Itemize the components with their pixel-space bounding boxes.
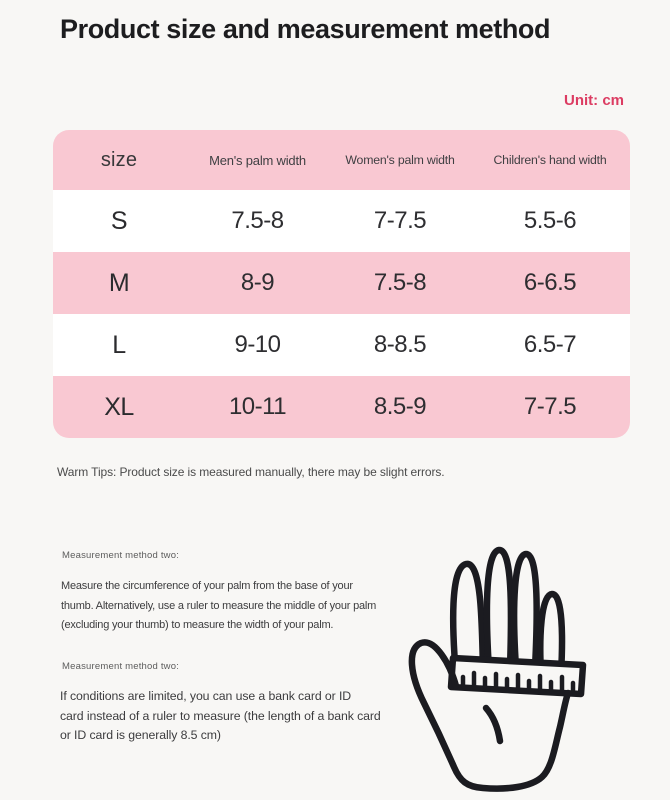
size-cell: S	[110, 206, 128, 235]
table-row	[53, 314, 630, 376]
size-cell: L	[112, 330, 126, 359]
paragraph-line: Measure the circumference of your palm from the base of your	[61, 580, 353, 592]
column-header-children: Children's hand width	[493, 153, 607, 167]
men-width-cell: 8-9	[240, 269, 275, 296]
women-width-cell: 7.5-8	[373, 269, 427, 296]
children-width-cell: 5.5-6	[523, 207, 577, 234]
column-header-women: Women's palm width	[345, 153, 455, 167]
children-width-cell: 6.5-7	[523, 331, 577, 358]
warm-tips-note: Warm Tips: Product size is measured manually, there may be slight errors.	[57, 465, 445, 479]
size-cell: XL	[104, 392, 134, 421]
size-cell: M	[108, 268, 130, 297]
table-row	[53, 252, 630, 314]
women-width-cell: 7-7.5	[373, 207, 427, 234]
measurement-method-paragraph	[60, 687, 381, 746]
paragraph-line: If conditions are limited, you can use a bank card or ID	[60, 689, 352, 703]
children-width-cell: 6-6.5	[523, 269, 577, 296]
measurement-method-label: Measurement method two:	[62, 550, 180, 561]
table-row	[53, 376, 630, 438]
men-width-cell: 7.5-8	[231, 207, 284, 234]
page-title: Product size and measurement method	[60, 14, 551, 44]
size-table	[53, 130, 630, 438]
column-header-men: Men's palm width	[209, 152, 306, 168]
paragraph-line: thumb. Alternatively, use a ruler to measure the middle of your palm	[61, 599, 377, 612]
thumb-crease-line	[486, 708, 500, 741]
unit-label: Unit: cm	[564, 92, 624, 109]
measurement-method-label: Measurement method two:	[62, 661, 180, 672]
women-width-cell: 8-8.5	[373, 331, 427, 358]
paragraph-line: or ID card is generally 8.5 cm)	[60, 728, 221, 742]
paragraph-line: (excluding your thumb) to measure the width of your palm.	[61, 619, 334, 631]
men-width-cell: 10-11	[228, 393, 287, 420]
children-width-cell: 7-7.5	[523, 393, 577, 420]
women-width-cell: 8.5-9	[373, 393, 427, 420]
column-header-size: size	[100, 148, 138, 171]
hand-with-ruler-icon	[397, 534, 602, 796]
ruler-icon	[451, 658, 583, 694]
table-row	[53, 190, 630, 252]
men-width-cell: 9-10	[234, 331, 281, 358]
measurement-method-paragraph	[61, 577, 376, 636]
paragraph-line: card instead of a ruler to measure (the length of a bank card	[60, 708, 381, 723]
table-header-row	[53, 130, 630, 190]
